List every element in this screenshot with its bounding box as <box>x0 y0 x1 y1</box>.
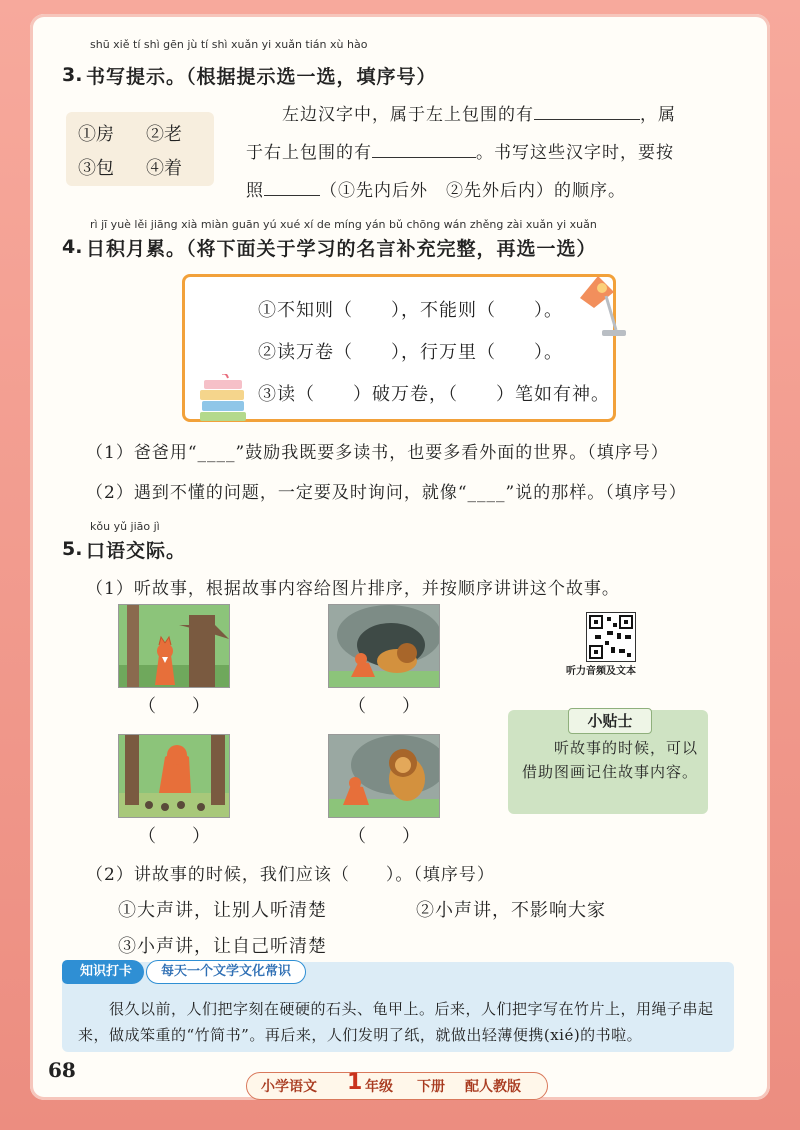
fox-lion-sleeping-illustration <box>329 605 439 687</box>
knowledge-box <box>62 962 734 1052</box>
fox-animals-illustration <box>119 735 229 817</box>
tips-title: 小贴士 <box>568 708 652 734</box>
q3-pinyin: shū xiě tí shì gēn jù tí shì xuǎn yi xuǎn tián xù hào <box>90 38 368 51</box>
q5-sub-2: （2）讲故事的时候，我们应该（ ）。（填序号） <box>86 865 495 885</box>
q3-line-1-end: ，属 <box>640 105 676 125</box>
footer-badge <box>246 1072 548 1100</box>
qr-pattern <box>587 613 635 661</box>
order-blank-4[interactable]: （ ） <box>348 826 420 847</box>
q4-sub-2: （2）遇到不懂的问题，一定要及时询问，就像“____”说的那样。（填序号） <box>86 483 687 503</box>
q3-option-3: ③包 <box>78 158 114 179</box>
q3-line-2-end: 。书写这些汉字时，要按 <box>476 143 674 163</box>
q3-title: 书写提示。（根据提示选一选，填序号） <box>86 66 437 88</box>
order-blank-2[interactable]: （ ） <box>348 696 420 717</box>
q3-option-2: ②老 <box>146 124 182 145</box>
q5-pinyin: kǒu yǔ jiāo jì <box>90 520 160 533</box>
order-blank-1[interactable]: （ ） <box>138 696 210 717</box>
knowledge-tag: 知识打卡 <box>62 960 144 984</box>
order-blank-3[interactable]: （ ） <box>138 826 210 847</box>
fox-lion-awake-illustration <box>329 735 439 817</box>
knowledge-subtitle: 每天一个文学文化常识 <box>146 960 306 984</box>
q3-line-3 <box>246 176 626 201</box>
q3-line-1-text: 左边汉字中，属于左上包围的有 <box>282 105 534 125</box>
q5-choice-3: ③小声讲，让自己听清楚 <box>118 936 327 957</box>
tips-box <box>508 710 708 814</box>
qr-label: 听力音频及文本 <box>566 666 636 677</box>
q3-option-1: ①房 <box>78 124 114 145</box>
q3-option-4: ④着 <box>146 158 182 179</box>
tips-body: 听故事的时候，可以借助图画记住故事内容。 <box>522 739 699 781</box>
q3-blank-2[interactable] <box>372 157 476 158</box>
q4-quote-1: ①不知则（ ），不能则（ ）。 <box>258 300 563 321</box>
story-picture-4 <box>328 734 440 818</box>
q3-line-1 <box>282 100 676 125</box>
q5-title: 口语交际。 <box>86 540 187 562</box>
q3-number: 3. <box>62 64 83 86</box>
q4-quote-2: ②读万卷（ ），行万里（ ）。 <box>258 342 563 363</box>
q4-sub-1: （1）爸爸用“____”鼓励我既要多读书，也要多看外面的世界。（填序号） <box>86 443 669 463</box>
q5-number: 5. <box>62 538 83 560</box>
q5-choice-2: ②小声讲，不影响大家 <box>416 900 606 921</box>
footer-subject: 小学语文 <box>261 1079 317 1095</box>
lamp-icon <box>572 270 628 340</box>
footer-grade-number: 1 <box>347 1070 363 1095</box>
q4-pinyin: rì jī yuè lěi jiāng xià miàn guān yú xué xí de míng yán bǔ chōng wán zhěng zài xuǎn yi xuǎn <box>90 218 597 231</box>
story-picture-2 <box>328 604 440 688</box>
story-picture-3 <box>118 734 230 818</box>
q3-blank-1[interactable] <box>534 119 640 120</box>
footer-term: 下册 <box>417 1079 445 1095</box>
q4-number: 4. <box>62 236 83 258</box>
story-picture-1 <box>118 604 230 688</box>
q4-quote-3: ③读（ ）破万卷，（ ）笔如有神。 <box>258 384 610 405</box>
q5-choice-1: ①大声讲，让别人听清楚 <box>118 900 327 921</box>
qr-code-icon[interactable] <box>586 612 636 662</box>
books-icon <box>198 374 250 422</box>
q3-line-2-text: 于右上包围的有 <box>246 143 372 163</box>
q4-title: 日积月累。（将下面关于学习的名言补充完整，再选一选） <box>86 238 597 260</box>
knowledge-body: 很久以前，人们把字刻在硬硬的石头、龟甲上。后来，人们把字写在竹片上，用绳子串起来，做成笨重的“竹简书”。再后来，人们发明了纸，就做出轻薄便携(xié)的书啦。 <box>78 1000 714 1044</box>
q3-line-2 <box>246 138 674 163</box>
q3-line-3-end: （①先内后外 ②先外后内）的顺序。 <box>320 181 626 201</box>
q5-sub-1: （1）听故事，根据故事内容给图片排序，并按顺序讲讲这个故事。 <box>86 579 620 599</box>
footer-edition: 配人教版 <box>465 1079 521 1095</box>
fox-tree-illustration <box>119 605 229 687</box>
q3-blank-3[interactable] <box>264 195 320 196</box>
page-number: 68 <box>48 1058 76 1082</box>
q3-option-box <box>66 112 214 186</box>
q3-line-3-start: 照 <box>246 181 264 201</box>
footer-grade: 年级 <box>365 1079 393 1095</box>
